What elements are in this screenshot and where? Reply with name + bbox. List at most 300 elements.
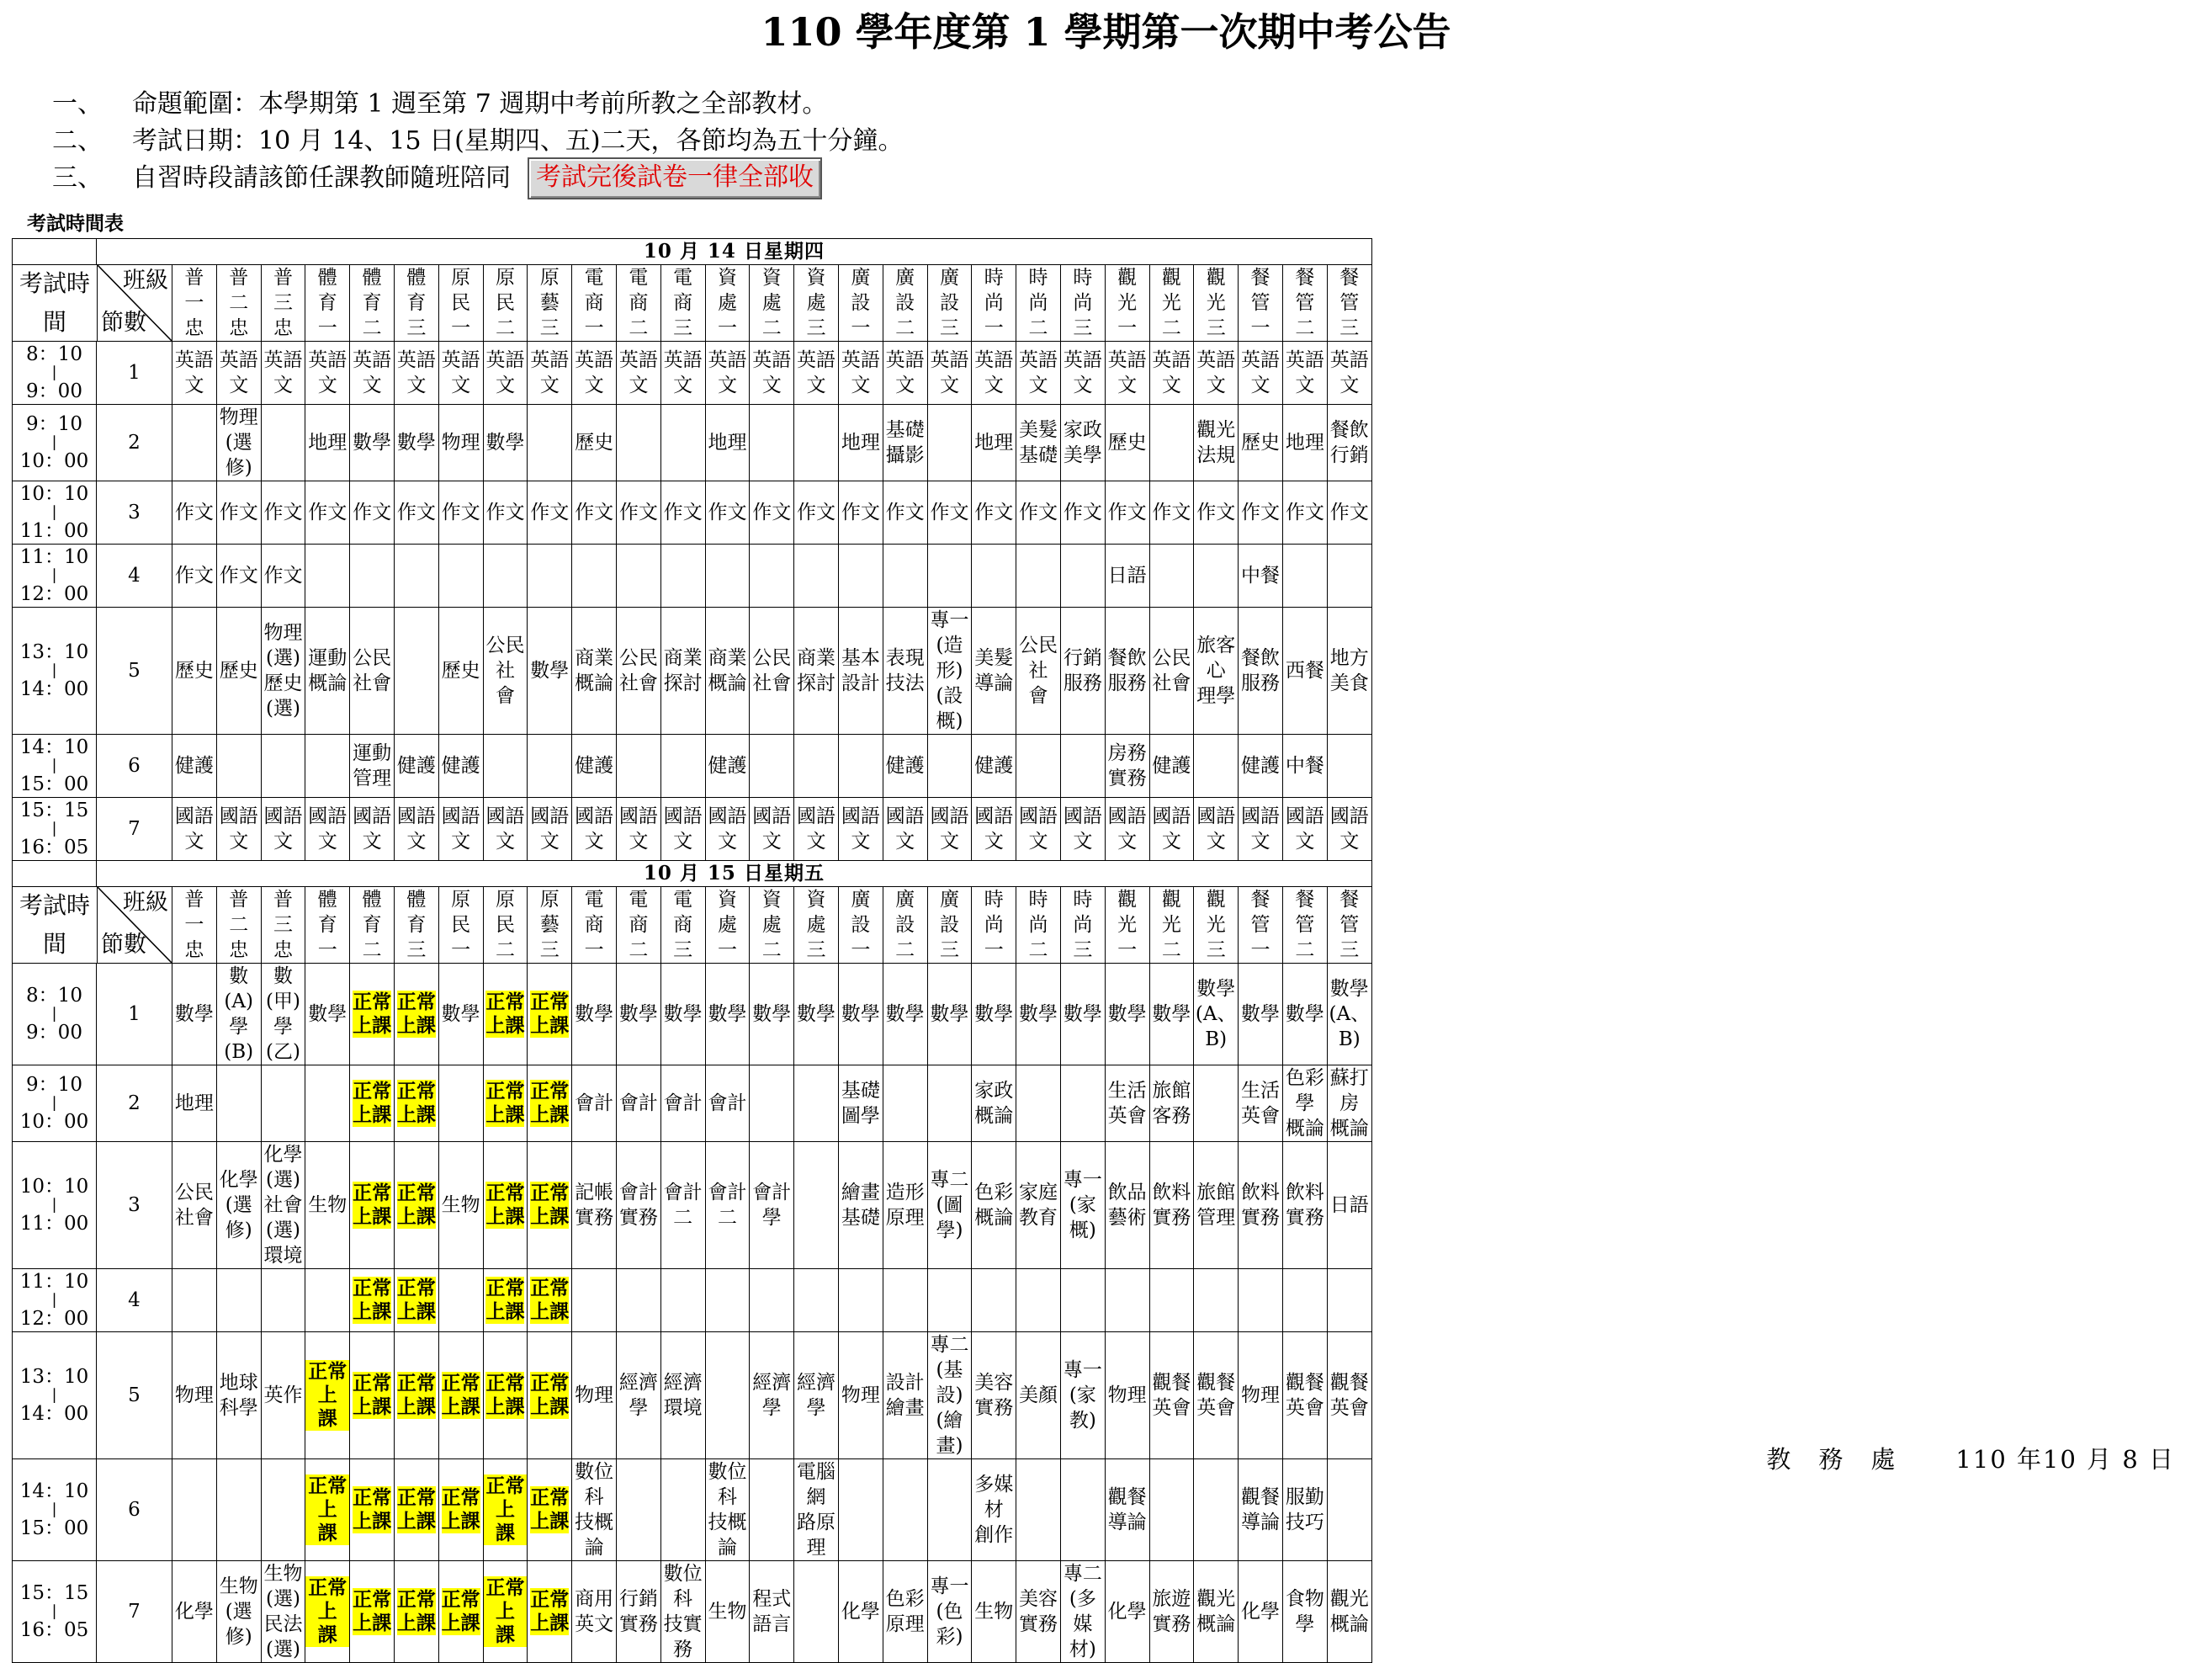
exam-subject-cell — [216, 1269, 261, 1332]
exam-subject-cell: 國語文 — [305, 798, 350, 861]
exam-subject-cell: 作文 — [750, 481, 794, 545]
exam-subject-cell: 英語文 — [705, 342, 750, 405]
period-number: 3 — [97, 1142, 172, 1269]
exam-subject-cell: 作文 — [216, 481, 261, 545]
exam-subject-cell: 英語文 — [216, 342, 261, 405]
period-row — [13, 964, 1372, 1065]
day-header-row — [13, 861, 1372, 887]
exam-subject-cell: 健護 — [394, 735, 438, 798]
exam-subject-cell — [438, 545, 483, 608]
exam-subject-cell: 作文 — [528, 481, 572, 545]
exam-subject-cell: 中餐 — [1239, 545, 1283, 608]
period-number: 5 — [97, 608, 172, 735]
exam-subject-cell: 英語文 — [1282, 342, 1327, 405]
exam-subject-cell — [927, 735, 972, 798]
regular-class-marker: 正常 上課 — [485, 990, 525, 1037]
exam-subject-cell: 飲料 實務 — [1239, 1142, 1283, 1269]
period-time — [13, 608, 97, 735]
notice-text: 考試日期：10 月 14、15 日(星期四、五)二天，各節均為五十分鐘。 — [132, 126, 904, 156]
exam-subject-cell: 會計學 — [750, 1142, 794, 1269]
class-header: 普 一 忠 — [172, 887, 217, 964]
exam-subject-cell: 英語文 — [350, 342, 395, 405]
exam-subject-cell — [350, 545, 395, 608]
exam-subject-cell: 色彩 原理 — [883, 1561, 927, 1663]
exam-subject-cell: 中餐 — [1282, 735, 1327, 798]
exam-subject-cell: 國語文 — [660, 798, 705, 861]
notice-item — [52, 123, 904, 160]
period-number: 1 — [97, 964, 172, 1065]
exam-subject-cell: 國語文 — [705, 798, 750, 861]
regular-class-marker: 正常上 課 — [484, 1576, 528, 1647]
period-time — [13, 735, 97, 798]
exam-subject-cell: 數學 — [483, 405, 528, 481]
exam-subject-cell — [350, 1459, 395, 1561]
class-header: 時 尚 一 — [972, 265, 1016, 342]
period-time — [13, 545, 97, 608]
exam-subject-cell: 地理 — [972, 405, 1016, 481]
exam-subject-cell: 會計 — [616, 1065, 660, 1142]
notice-number: 三、 — [52, 163, 103, 193]
class-header: 體 育 二 — [350, 887, 395, 964]
exam-subject-cell: 基本 設計 — [838, 608, 883, 735]
exam-subject-cell — [528, 405, 572, 481]
exam-subject-cell: 健護 — [438, 735, 483, 798]
exam-subject-cell — [483, 1561, 528, 1663]
period-label: 節數 — [101, 932, 146, 958]
exam-subject-cell: 餐飲 服務 — [1239, 608, 1283, 735]
exam-subject-cell: 數學 — [438, 964, 483, 1065]
exam-subject-cell: 作文 — [438, 481, 483, 545]
exam-subject-cell — [305, 735, 350, 798]
exam-subject-cell: 國語文 — [483, 798, 528, 861]
exam-subject-cell: 英語文 — [528, 342, 572, 405]
exam-subject-cell — [1016, 1269, 1061, 1332]
period-end-time: 16：05 — [19, 837, 89, 858]
exam-subject-cell: 餐飲 行銷 — [1327, 405, 1371, 481]
exam-subject-cell: 國語文 — [438, 798, 483, 861]
exam-subject-cell: 家庭 教育 — [1016, 1142, 1061, 1269]
regular-class-marker: 正常 上課 — [353, 1485, 392, 1533]
exam-subject-cell — [1149, 1459, 1194, 1561]
corner-header — [13, 887, 172, 964]
page-title: 110 學年度第 1 學期第一次期中考公告 — [761, 9, 1451, 55]
exam-subject-cell: 運動 管理 — [350, 735, 395, 798]
exam-subject-cell: 英語文 — [1194, 342, 1239, 405]
class-header: 資 處 一 — [705, 265, 750, 342]
exam-subject-cell: 數學 — [1282, 964, 1327, 1065]
exam-subject-cell: 英作 — [261, 1332, 305, 1459]
exam-subject-cell — [660, 405, 705, 481]
exam-subject-cell — [794, 545, 839, 608]
period-row — [13, 545, 1372, 608]
notice-list — [52, 86, 904, 197]
exam-subject-cell: 作文 — [883, 481, 927, 545]
class-header: 原 民 一 — [438, 265, 483, 342]
exam-subject-cell — [350, 1561, 395, 1663]
regular-class-marker: 正常上 課 — [305, 1576, 349, 1647]
exam-subject-cell: 作文 — [705, 481, 750, 545]
exam-subject-cell: 數學 — [927, 964, 972, 1065]
exam-subject-cell: 經濟學 — [750, 1332, 794, 1459]
exam-subject-cell: 專一 (家教) — [1060, 1332, 1105, 1459]
exam-subject-cell: 觀光 概論 — [1194, 1561, 1239, 1663]
regular-class-marker: 正常 上課 — [353, 1276, 392, 1323]
class-label: 班級 — [123, 268, 168, 294]
exam-subject-cell — [705, 545, 750, 608]
exam-subject-cell — [1149, 1269, 1194, 1332]
class-header: 廣 設 二 — [883, 887, 927, 964]
class-period-corner — [97, 265, 172, 341]
exam-subject-cell: 國語文 — [1105, 798, 1149, 861]
class-header: 普 三 忠 — [261, 887, 305, 964]
class-header: 電 商 一 — [572, 887, 617, 964]
exam-time-label — [13, 887, 97, 963]
exam-subject-cell: 數學 — [1105, 964, 1149, 1065]
regular-class-marker: 正常 上課 — [530, 990, 570, 1037]
class-header: 廣 設 一 — [838, 265, 883, 342]
exam-subject-cell: 飲料 實務 — [1149, 1142, 1194, 1269]
exam-subject-cell — [305, 1332, 350, 1459]
exam-subject-cell: 英語文 — [794, 342, 839, 405]
class-header: 觀 光 三 — [1194, 265, 1239, 342]
exam-subject-cell — [483, 735, 528, 798]
exam-subject-cell: 旅遊 實務 — [1149, 1561, 1194, 1663]
class-header: 時 尚 二 — [1016, 265, 1061, 342]
exam-subject-cell — [572, 1269, 617, 1332]
exam-subject-cell: 日語 — [1105, 545, 1149, 608]
exam-subject-cell — [216, 1459, 261, 1561]
exam-subject-cell: 多媒材 創作 — [972, 1459, 1016, 1561]
class-label: 班級 — [123, 890, 168, 916]
period-time — [13, 1269, 97, 1332]
exam-subject-cell: 色彩 概論 — [972, 1142, 1016, 1269]
exam-subject-cell — [172, 405, 217, 481]
exam-subject-cell: 化學 — [1105, 1561, 1149, 1663]
exam-paper-collection-badge: 考試完後試卷一律全部收 — [528, 157, 822, 199]
exam-subject-cell — [394, 1332, 438, 1459]
exam-subject-cell: 記帳 實務 — [572, 1142, 617, 1269]
time-range-dash: | — [51, 364, 57, 381]
period-row — [13, 608, 1372, 735]
regular-class-marker: 正常 上課 — [441, 1485, 480, 1533]
exam-subject-cell — [528, 1332, 572, 1459]
period-label: 節數 — [101, 310, 146, 336]
exam-subject-cell: 英語文 — [660, 342, 705, 405]
exam-subject-cell: 國語文 — [883, 798, 927, 861]
exam-subject-cell: 英語文 — [261, 342, 305, 405]
exam-subject-cell: 作文 — [794, 481, 839, 545]
period-row — [13, 1459, 1372, 1561]
exam-subject-cell — [1327, 1459, 1371, 1561]
exam-subject-cell: 會計二 — [660, 1142, 705, 1269]
period-row — [13, 1142, 1372, 1269]
notice-text: 自習時段請該節任課教師隨班陪同 — [132, 163, 511, 193]
time-range-dash: | — [51, 566, 57, 584]
exam-subject-cell: 英語文 — [1149, 342, 1194, 405]
exam-subject-cell — [483, 1459, 528, 1561]
exam-subject-cell: 數學 — [572, 964, 617, 1065]
exam-subject-cell: 專二 (多媒 材) — [1060, 1561, 1105, 1663]
exam-subject-cell: 美髮 導論 — [972, 608, 1016, 735]
time-range-dash: | — [51, 1094, 57, 1112]
exam-subject-cell: 國語文 — [1282, 798, 1327, 861]
exam-subject-cell: 生活 英會 — [1239, 1065, 1283, 1142]
period-time — [13, 1561, 97, 1663]
exam-subject-cell — [528, 1065, 572, 1142]
exam-subject-cell — [1060, 545, 1105, 608]
exam-subject-cell: 作文 — [261, 545, 305, 608]
class-header: 廣 設 二 — [883, 265, 927, 342]
exam-subject-cell: 程式 語言 — [750, 1561, 794, 1663]
exam-time-label — [13, 265, 97, 341]
exam-subject-cell: 作文 — [1327, 481, 1371, 545]
regular-class-marker: 正常 上課 — [396, 1181, 436, 1228]
regular-class-marker: 正常上 課 — [305, 1474, 349, 1545]
exam-subject-cell — [483, 1142, 528, 1269]
class-header: 體 育 三 — [394, 887, 438, 964]
exam-subject-cell: 觀餐 英會 — [1149, 1332, 1194, 1459]
exam-subject-cell — [838, 545, 883, 608]
exam-subject-cell: 觀餐 導論 — [1105, 1459, 1149, 1561]
exam-subject-cell — [483, 1269, 528, 1332]
exam-subject-cell — [438, 1459, 483, 1561]
time-range-dash: | — [51, 1386, 57, 1404]
class-header: 時 尚 三 — [1060, 887, 1105, 964]
exam-subject-cell: 數學 — [350, 405, 395, 481]
exam-subject-cell: 美髮 基礎 — [1016, 405, 1061, 481]
regular-class-marker: 正常 上課 — [530, 1485, 570, 1533]
exam-subject-cell: 觀光 概論 — [1327, 1561, 1371, 1663]
regular-class-marker: 正常 上課 — [530, 1587, 570, 1634]
exam-subject-cell — [1327, 1269, 1371, 1332]
exam-subject-cell: 物理 — [172, 1332, 217, 1459]
exam-subject-cell — [972, 545, 1016, 608]
exam-subject-cell: 作文 — [1149, 481, 1194, 545]
exam-subject-cell: 蘇打房 概論 — [1327, 1065, 1371, 1142]
exam-time-label-text: 考試時間 — [19, 269, 90, 336]
regular-class-marker: 正常 上課 — [441, 1371, 480, 1418]
exam-subject-cell: 食物學 — [1282, 1561, 1327, 1663]
period-time — [13, 1065, 97, 1142]
period-time — [13, 1459, 97, 1561]
exam-subject-cell — [750, 545, 794, 608]
exam-subject-cell: 專一 (造形) (設概) — [927, 608, 972, 735]
period-number: 1 — [97, 342, 172, 405]
class-header: 原 民 二 — [483, 887, 528, 964]
period-start-time: 8：10 — [26, 343, 82, 365]
class-header: 原 民 二 — [483, 265, 528, 342]
exam-subject-cell — [750, 1269, 794, 1332]
period-row — [13, 405, 1372, 481]
period-end-time: 9：00 — [26, 1022, 82, 1044]
exam-subject-cell: 美顏 — [1016, 1332, 1061, 1459]
exam-subject-cell: 專一 (色彩) — [927, 1561, 972, 1663]
exam-subject-cell — [750, 1459, 794, 1561]
exam-subject-cell: 國語文 — [1327, 798, 1371, 861]
exam-subject-cell — [1194, 1065, 1239, 1142]
exam-subject-cell: 數學 — [838, 964, 883, 1065]
exam-subject-cell — [350, 964, 395, 1065]
exam-subject-cell — [927, 1065, 972, 1142]
exam-subject-cell — [1060, 1065, 1105, 1142]
time-range-dash: | — [51, 661, 57, 679]
exam-subject-cell: 觀餐 英會 — [1327, 1332, 1371, 1459]
exam-subject-cell: 生物 — [972, 1561, 1016, 1663]
exam-subject-cell — [216, 735, 261, 798]
exam-subject-cell: 作文 — [172, 545, 217, 608]
exam-subject-cell: 物理 — [572, 1332, 617, 1459]
class-header: 餐 管 一 — [1239, 887, 1283, 964]
class-header: 餐 管 三 — [1327, 265, 1371, 342]
exam-subject-cell: 基礎 攝影 — [883, 405, 927, 481]
exam-subject-cell — [794, 1561, 839, 1663]
time-range-dash: | — [51, 757, 57, 774]
exam-subject-cell — [750, 1065, 794, 1142]
exam-subject-cell — [616, 1459, 660, 1561]
period-end-time: 16：05 — [19, 1619, 89, 1641]
exam-subject-cell — [261, 1459, 305, 1561]
class-header: 資 處 二 — [750, 887, 794, 964]
class-header: 原 藝 三 — [528, 887, 572, 964]
exam-subject-cell — [394, 1142, 438, 1269]
exam-subject-cell: 國語文 — [528, 798, 572, 861]
exam-schedule-table — [12, 238, 1372, 1663]
exam-subject-cell — [1327, 735, 1371, 798]
exam-subject-cell — [528, 1269, 572, 1332]
regular-class-marker: 正常 上課 — [353, 1587, 392, 1634]
schedule-label: 考試時間表 — [27, 212, 124, 235]
class-header: 普 二 忠 — [216, 887, 261, 964]
exam-subject-cell: 設計 繪畫 — [883, 1332, 927, 1459]
exam-subject-cell — [1016, 545, 1061, 608]
exam-subject-cell: 國語文 — [750, 798, 794, 861]
exam-subject-cell: 化學 — [1239, 1561, 1283, 1663]
exam-subject-cell: 數學 — [1239, 964, 1283, 1065]
exam-subject-cell: 公民社 會 — [1016, 608, 1061, 735]
exam-subject-cell: 英語文 — [616, 342, 660, 405]
exam-subject-cell: 數學 — [1149, 964, 1194, 1065]
exam-subject-cell — [528, 735, 572, 798]
class-header: 觀 光 一 — [1105, 265, 1149, 342]
exam-subject-cell: 作文 — [572, 481, 617, 545]
exam-subject-cell — [750, 405, 794, 481]
exam-subject-cell: 專一 (家概) — [1060, 1142, 1105, 1269]
exam-time-label-text: 考試時間 — [19, 891, 90, 958]
exam-subject-cell: 國語文 — [616, 798, 660, 861]
regular-class-marker: 正常 上課 — [485, 1371, 525, 1418]
regular-class-marker: 正常 上課 — [530, 1079, 570, 1126]
exam-subject-cell — [1194, 1269, 1239, 1332]
exam-subject-cell: 旅館 管理 — [1194, 1142, 1239, 1269]
exam-subject-cell: 物理 — [1105, 1332, 1149, 1459]
exam-subject-cell — [528, 545, 572, 608]
exam-subject-cell: 英語文 — [1105, 342, 1149, 405]
exam-subject-cell: 英語文 — [572, 342, 617, 405]
exam-subject-cell: 數位科 技概論 — [705, 1459, 750, 1561]
exam-subject-cell: 數學 — [750, 964, 794, 1065]
exam-subject-cell — [1016, 735, 1061, 798]
exam-subject-cell: 數學 — [660, 964, 705, 1065]
exam-subject-cell — [1194, 545, 1239, 608]
class-header: 餐 管 二 — [1282, 265, 1327, 342]
exam-subject-cell: 歷史 — [216, 608, 261, 735]
exam-subject-cell: 西餐 — [1282, 608, 1327, 735]
exam-subject-cell — [660, 735, 705, 798]
class-header: 廣 設 三 — [927, 887, 972, 964]
exam-subject-cell — [660, 1269, 705, 1332]
exam-subject-cell — [616, 1269, 660, 1332]
class-header: 觀 光 三 — [1194, 887, 1239, 964]
class-header: 電 商 三 — [660, 887, 705, 964]
exam-subject-cell: 專二 (基設) (繪畫) — [927, 1332, 972, 1459]
exam-subject-cell: 美容 實務 — [972, 1332, 1016, 1459]
class-header: 普 一 忠 — [172, 265, 217, 342]
exam-subject-cell — [1149, 405, 1194, 481]
exam-subject-cell: 歷史 — [172, 608, 217, 735]
exam-subject-cell: 商業 探討 — [794, 608, 839, 735]
exam-subject-cell — [394, 1065, 438, 1142]
class-header: 時 尚 二 — [1016, 887, 1061, 964]
period-time — [13, 1332, 97, 1459]
exam-subject-cell — [1282, 545, 1327, 608]
exam-subject-cell — [1194, 735, 1239, 798]
period-time — [13, 405, 97, 481]
period-end-time: 15：00 — [19, 1517, 89, 1539]
exam-subject-cell — [394, 1459, 438, 1561]
exam-subject-cell — [1060, 1269, 1105, 1332]
exam-subject-cell: 數學 — [1016, 964, 1061, 1065]
exam-subject-cell: 地理 — [172, 1065, 217, 1142]
exam-subject-cell: 電腦網 路原理 — [794, 1459, 839, 1561]
period-end-time: 12：00 — [19, 583, 89, 605]
exam-subject-cell: 生物(選) 民法(選) — [261, 1561, 305, 1663]
exam-subject-cell: 作文 — [172, 481, 217, 545]
exam-subject-cell: 英語文 — [1239, 342, 1283, 405]
exam-subject-cell — [528, 1142, 572, 1269]
exam-subject-cell: 國語文 — [172, 798, 217, 861]
class-header: 餐 管 三 — [1327, 887, 1371, 964]
notice-item — [52, 160, 904, 197]
period-end-time: 14：00 — [19, 678, 89, 700]
exam-subject-cell — [1105, 1269, 1149, 1332]
exam-subject-cell — [616, 735, 660, 798]
exam-subject-cell: 造形 原理 — [883, 1142, 927, 1269]
exam-subject-cell: 觀餐 英會 — [1194, 1332, 1239, 1459]
time-range-dash: | — [51, 433, 57, 451]
exam-subject-cell: 國語文 — [794, 798, 839, 861]
exam-subject-cell: 健護 — [572, 735, 617, 798]
period-row — [13, 735, 1372, 798]
exam-subject-cell — [660, 545, 705, 608]
exam-subject-cell: 英語文 — [1327, 342, 1371, 405]
exam-subject-cell: 作文 — [394, 481, 438, 545]
exam-subject-cell: 地理 — [705, 405, 750, 481]
exam-subject-cell: 英語文 — [1016, 342, 1061, 405]
exam-subject-cell: 數位科 技概論 — [572, 1459, 617, 1561]
exam-subject-cell: 生物 — [705, 1561, 750, 1663]
exam-subject-cell: 行銷 服務 — [1060, 608, 1105, 735]
class-header: 觀 光 二 — [1149, 887, 1194, 964]
exam-subject-cell — [838, 1269, 883, 1332]
period-start-time: 13：10 — [19, 1366, 89, 1388]
exam-subject-cell: 公民 社會 — [616, 608, 660, 735]
regular-class-marker: 正常 上課 — [530, 1371, 570, 1418]
class-header: 餐 管 二 — [1282, 887, 1327, 964]
exam-subject-cell: 服勤 技巧 — [1282, 1459, 1327, 1561]
period-row — [13, 1065, 1372, 1142]
day-header-spacer — [13, 861, 97, 887]
exam-subject-cell: 地理 — [838, 405, 883, 481]
